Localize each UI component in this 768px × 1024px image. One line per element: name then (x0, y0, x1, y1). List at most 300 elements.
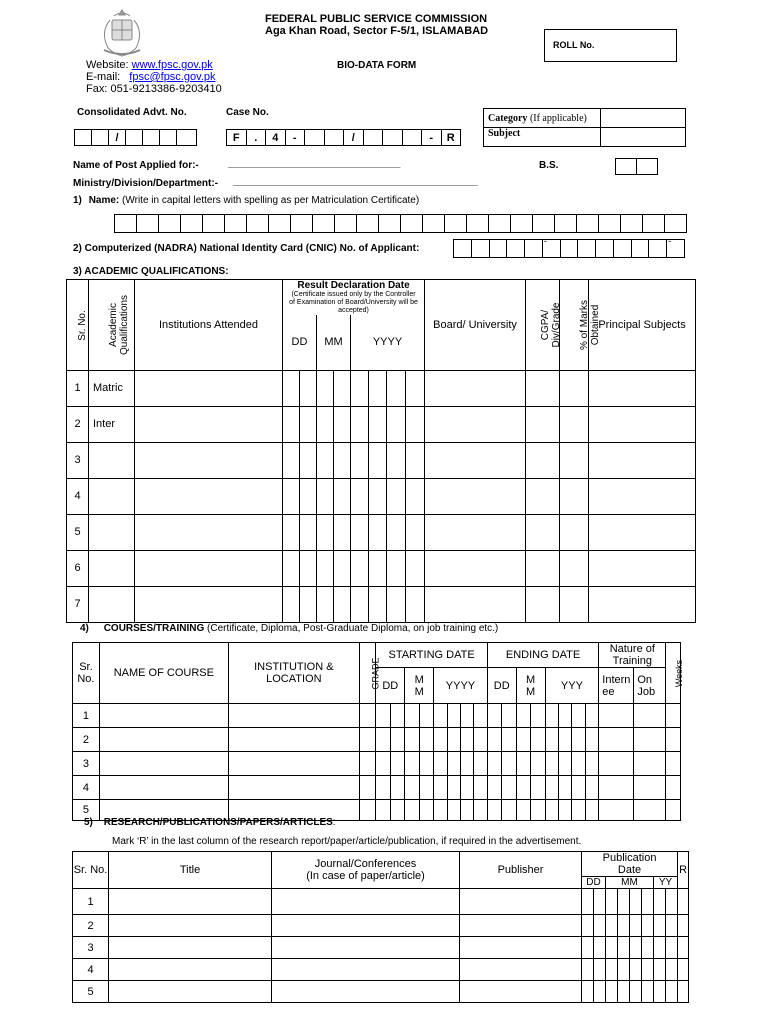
table-cell[interactable] (526, 550, 560, 586)
table-cell[interactable] (300, 478, 317, 514)
table-cell[interactable] (585, 800, 599, 821)
table-cell[interactable] (376, 728, 390, 752)
name-box-cell[interactable] (401, 215, 423, 232)
table-cell[interactable] (654, 981, 666, 1003)
table-cell[interactable] (606, 937, 618, 959)
table-cell[interactable] (558, 704, 571, 728)
table-cell[interactable] (390, 752, 404, 776)
name-box-cell[interactable] (159, 215, 181, 232)
table-cell[interactable] (272, 915, 460, 937)
cnic-boxes[interactable] (453, 236, 685, 258)
table-cell[interactable] (558, 800, 571, 821)
table-cell[interactable] (447, 776, 460, 800)
row-qualification[interactable] (89, 586, 135, 622)
table-cell[interactable] (526, 586, 560, 622)
table-cell[interactable] (545, 704, 558, 728)
name-box-cell[interactable] (379, 215, 401, 232)
name-box-cell[interactable] (225, 215, 247, 232)
table-cell[interactable] (502, 752, 516, 776)
table-cell[interactable] (654, 959, 666, 981)
table-cell[interactable] (666, 937, 678, 959)
table-cell[interactable] (369, 586, 387, 622)
row-qualification[interactable]: Matric (89, 370, 135, 406)
table-cell[interactable] (369, 370, 387, 406)
name-box-cell[interactable] (423, 215, 445, 232)
table-cell[interactable] (654, 915, 666, 937)
table-cell[interactable] (487, 704, 501, 728)
name-box-cell[interactable] (247, 215, 269, 232)
table-cell[interactable] (317, 370, 334, 406)
table-cell[interactable] (99, 704, 228, 728)
table-cell[interactable] (317, 550, 334, 586)
table-cell[interactable] (434, 704, 447, 728)
case-box-cell[interactable]: / (344, 130, 364, 145)
table-cell[interactable] (334, 514, 351, 550)
cnic-box-cell[interactable] (578, 240, 596, 257)
table-cell[interactable] (317, 514, 334, 550)
table-cell[interactable] (283, 586, 300, 622)
table-cell[interactable] (300, 442, 317, 478)
table-cell[interactable] (300, 586, 317, 622)
table-cell[interactable] (618, 959, 630, 981)
table-cell[interactable] (283, 514, 300, 550)
ministry-line[interactable]: ____________________________________________ (233, 176, 478, 187)
table-cell[interactable] (434, 728, 447, 752)
table-cell[interactable] (419, 800, 433, 821)
table-cell[interactable] (630, 937, 642, 959)
case-box-cell[interactable] (325, 130, 345, 145)
table-cell[interactable] (558, 776, 571, 800)
table-cell[interactable] (317, 442, 334, 478)
table-cell[interactable] (228, 776, 359, 800)
name-box-cell[interactable] (577, 215, 599, 232)
table-cell[interactable] (359, 704, 376, 728)
table-cell[interactable] (474, 776, 487, 800)
table-cell[interactable] (666, 752, 681, 776)
case-box-cell[interactable] (403, 130, 423, 145)
table-cell[interactable] (405, 728, 419, 752)
table-cell[interactable] (545, 752, 558, 776)
box-cell[interactable] (177, 130, 196, 145)
website-link[interactable]: www.fpsc.gov.pk (131, 59, 213, 71)
table-cell[interactable] (502, 728, 516, 752)
box-cell[interactable] (92, 130, 109, 145)
name-box-cell[interactable] (533, 215, 555, 232)
table-cell[interactable] (585, 776, 599, 800)
name-box-cell[interactable] (291, 215, 313, 232)
table-cell[interactable] (572, 800, 585, 821)
table-cell[interactable] (460, 752, 473, 776)
table-cell[interactable] (390, 704, 404, 728)
table-cell[interactable] (334, 550, 351, 586)
table-cell[interactable] (606, 889, 618, 915)
name-box-cell[interactable] (269, 215, 291, 232)
table-cell[interactable] (135, 550, 283, 586)
table-cell[interactable] (526, 514, 560, 550)
table-cell[interactable] (545, 800, 558, 821)
table-cell[interactable] (300, 406, 317, 442)
table-cell[interactable] (474, 728, 487, 752)
table-cell[interactable] (425, 586, 526, 622)
table-cell[interactable] (447, 704, 460, 728)
table-cell[interactable] (678, 915, 689, 937)
table-cell[interactable] (572, 752, 585, 776)
table-cell[interactable] (666, 776, 681, 800)
table-cell[interactable] (589, 442, 696, 478)
table-cell[interactable] (351, 514, 369, 550)
table-cell[interactable] (283, 550, 300, 586)
table-cell[interactable] (630, 981, 642, 1003)
table-cell[interactable] (516, 704, 530, 728)
table-cell[interactable] (634, 800, 666, 821)
table-cell[interactable] (425, 370, 526, 406)
name-box-cell[interactable] (643, 215, 665, 232)
table-cell[interactable] (572, 704, 585, 728)
table-cell[interactable] (589, 478, 696, 514)
table-cell[interactable] (678, 889, 689, 915)
table-cell[interactable] (359, 800, 376, 821)
table-cell[interactable] (502, 704, 516, 728)
table-cell[interactable] (599, 776, 634, 800)
table-cell[interactable] (582, 937, 594, 959)
table-cell[interactable] (589, 550, 696, 586)
row-qualification[interactable]: Inter (89, 406, 135, 442)
table-cell[interactable] (634, 728, 666, 752)
table-cell[interactable] (351, 442, 369, 478)
table-cell[interactable] (390, 776, 404, 800)
case-box-cell[interactable]: F (227, 130, 247, 145)
table-cell[interactable] (460, 889, 582, 915)
table-cell[interactable] (666, 728, 681, 752)
table-cell[interactable] (272, 937, 460, 959)
table-cell[interactable] (406, 514, 425, 550)
table-cell[interactable] (526, 478, 560, 514)
table-cell[interactable] (531, 728, 545, 752)
table-cell[interactable] (460, 704, 473, 728)
table-cell[interactable] (351, 478, 369, 514)
case-box-cell[interactable]: 4 (266, 130, 286, 145)
table-cell[interactable] (369, 406, 387, 442)
table-cell[interactable] (474, 704, 487, 728)
table-cell[interactable] (460, 728, 473, 752)
table-cell[interactable] (300, 370, 317, 406)
table-cell[interactable] (516, 752, 530, 776)
table-cell[interactable] (351, 406, 369, 442)
table-cell[interactable] (531, 776, 545, 800)
table-cell[interactable] (334, 478, 351, 514)
table-cell[interactable] (654, 937, 666, 959)
table-cell[interactable] (283, 406, 300, 442)
table-cell[interactable] (560, 478, 589, 514)
name-box-cell[interactable] (555, 215, 577, 232)
table-cell[interactable] (531, 704, 545, 728)
table-cell[interactable] (487, 752, 501, 776)
table-cell[interactable] (599, 752, 634, 776)
cnic-box-cell[interactable] (507, 240, 525, 257)
table-cell[interactable] (376, 704, 390, 728)
table-cell[interactable] (487, 728, 501, 752)
table-cell[interactable] (545, 728, 558, 752)
table-cell[interactable] (369, 550, 387, 586)
case-box-cell[interactable] (305, 130, 325, 145)
table-cell[interactable] (419, 776, 433, 800)
table-cell[interactable] (642, 889, 654, 915)
table-cell[interactable] (387, 514, 406, 550)
table-cell[interactable] (283, 370, 300, 406)
table-cell[interactable] (369, 478, 387, 514)
name-boxes[interactable] (114, 214, 687, 233)
table-cell[interactable] (630, 959, 642, 981)
cnic-box-cell[interactable] (596, 240, 614, 257)
table-cell[interactable] (334, 370, 351, 406)
table-cell[interactable] (387, 406, 406, 442)
table-cell[interactable] (135, 514, 283, 550)
case-box-cell[interactable]: R (446, 131, 455, 144)
case-no-boxes[interactable] (226, 129, 461, 146)
table-cell[interactable] (642, 981, 654, 1003)
category-input[interactable] (601, 109, 686, 128)
table-cell[interactable] (447, 800, 460, 821)
table-cell[interactable] (594, 959, 606, 981)
table-cell[interactable] (376, 776, 390, 800)
cnic-box-cell[interactable] (667, 236, 684, 257)
table-cell[interactable] (642, 937, 654, 959)
table-cell[interactable] (317, 478, 334, 514)
table-cell[interactable] (582, 981, 594, 1003)
table-cell[interactable] (460, 937, 582, 959)
row-qualification[interactable] (89, 550, 135, 586)
table-cell[interactable] (560, 586, 589, 622)
table-cell[interactable] (447, 728, 460, 752)
table-cell[interactable] (666, 800, 681, 821)
cnic-box-cell[interactable] (614, 240, 632, 257)
roll-no-box[interactable] (544, 29, 677, 62)
table-cell[interactable] (630, 889, 642, 915)
table-cell[interactable] (419, 704, 433, 728)
table-cell[interactable] (447, 752, 460, 776)
table-cell[interactable] (526, 370, 560, 406)
table-cell[interactable] (109, 959, 272, 981)
table-cell[interactable] (135, 370, 283, 406)
table-cell[interactable] (678, 981, 689, 1003)
table-cell[interactable] (678, 959, 689, 981)
table-cell[interactable] (359, 728, 376, 752)
table-cell[interactable] (560, 442, 589, 478)
table-cell[interactable] (419, 752, 433, 776)
cnic-box-cell[interactable] (632, 240, 650, 257)
table-cell[interactable] (300, 514, 317, 550)
table-cell[interactable] (351, 370, 369, 406)
table-cell[interactable] (135, 406, 283, 442)
table-cell[interactable] (317, 586, 334, 622)
table-cell[interactable] (487, 776, 501, 800)
table-cell[interactable] (317, 406, 334, 442)
table-cell[interactable] (406, 406, 425, 442)
table-cell[interactable] (109, 915, 272, 937)
table-cell[interactable] (599, 704, 634, 728)
cnic-box-cell[interactable] (561, 240, 579, 257)
advt-no-boxes[interactable] (74, 129, 197, 146)
table-cell[interactable] (582, 915, 594, 937)
table-cell[interactable] (585, 728, 599, 752)
table-cell[interactable] (502, 776, 516, 800)
table-cell[interactable] (634, 752, 666, 776)
table-cell[interactable] (387, 442, 406, 478)
table-cell[interactable] (516, 800, 530, 821)
table-cell[interactable] (228, 728, 359, 752)
name-box-cell[interactable] (621, 215, 643, 232)
table-cell[interactable] (460, 800, 473, 821)
table-cell[interactable] (666, 981, 678, 1003)
table-cell[interactable] (434, 752, 447, 776)
table-cell[interactable] (474, 800, 487, 821)
post-applied-line[interactable]: _______________________________ (228, 158, 401, 169)
name-box-cell[interactable] (115, 215, 137, 232)
table-cell[interactable] (606, 915, 618, 937)
table-cell[interactable] (387, 478, 406, 514)
name-box-cell[interactable] (665, 215, 686, 232)
table-cell[interactable] (526, 406, 560, 442)
table-cell[interactable] (531, 800, 545, 821)
cnic-box-cell[interactable] (454, 240, 472, 257)
table-cell[interactable] (425, 478, 526, 514)
table-cell[interactable] (572, 728, 585, 752)
box-cell[interactable] (143, 130, 160, 145)
table-cell[interactable] (516, 728, 530, 752)
table-cell[interactable] (599, 728, 634, 752)
table-cell[interactable] (425, 406, 526, 442)
table-cell[interactable] (135, 586, 283, 622)
table-cell[interactable] (376, 752, 390, 776)
case-box-cell[interactable]: - (286, 130, 306, 145)
name-box-cell[interactable] (203, 215, 225, 232)
table-cell[interactable] (678, 937, 689, 959)
table-cell[interactable] (272, 889, 460, 915)
table-cell[interactable] (582, 959, 594, 981)
table-cell[interactable] (283, 478, 300, 514)
box-cell[interactable] (75, 130, 92, 145)
subject-input[interactable] (601, 128, 686, 147)
table-cell[interactable] (376, 800, 390, 821)
case-box-cell[interactable] (383, 130, 403, 145)
table-cell[interactable] (618, 937, 630, 959)
table-cell[interactable] (572, 776, 585, 800)
table-cell[interactable] (109, 889, 272, 915)
table-cell[interactable] (585, 752, 599, 776)
name-box-cell[interactable] (357, 215, 379, 232)
table-cell[interactable] (460, 981, 582, 1003)
table-cell[interactable] (585, 704, 599, 728)
table-cell[interactable] (502, 800, 516, 821)
table-cell[interactable] (405, 704, 419, 728)
table-cell[interactable] (634, 704, 666, 728)
table-cell[interactable] (135, 442, 283, 478)
table-cell[interactable] (228, 704, 359, 728)
table-cell[interactable] (460, 776, 473, 800)
table-cell[interactable] (589, 586, 696, 622)
table-cell[interactable] (594, 889, 606, 915)
table-cell[interactable] (487, 800, 501, 821)
table-cell[interactable] (135, 478, 283, 514)
table-cell[interactable] (406, 586, 425, 622)
name-box-cell[interactable] (599, 215, 621, 232)
table-cell[interactable] (666, 959, 678, 981)
table-cell[interactable] (406, 442, 425, 478)
table-cell[interactable] (369, 514, 387, 550)
table-cell[interactable] (526, 442, 560, 478)
table-cell[interactable] (558, 752, 571, 776)
box-cell[interactable] (637, 159, 657, 174)
table-cell[interactable] (582, 889, 594, 915)
case-box-cell[interactable] (364, 130, 384, 145)
table-cell[interactable] (387, 370, 406, 406)
table-cell[interactable] (642, 959, 654, 981)
table-cell[interactable] (589, 406, 696, 442)
table-cell[interactable] (359, 776, 376, 800)
table-cell[interactable] (589, 370, 696, 406)
table-cell[interactable] (359, 752, 376, 776)
cnic-box-cell[interactable] (525, 240, 543, 257)
table-cell[interactable] (560, 514, 589, 550)
table-cell[interactable] (594, 981, 606, 1003)
table-cell[interactable] (460, 915, 582, 937)
table-cell[interactable] (387, 550, 406, 586)
row-qualification[interactable] (89, 514, 135, 550)
name-box-cell[interactable] (335, 215, 357, 232)
table-cell[interactable] (283, 442, 300, 478)
email-link[interactable]: fpsc@fpsc.gov.pk (129, 71, 216, 83)
name-box-cell[interactable] (445, 215, 467, 232)
table-cell[interactable] (109, 937, 272, 959)
cnic-box-cell[interactable] (543, 236, 561, 257)
case-box-cell[interactable]: - (422, 130, 442, 145)
table-cell[interactable] (99, 728, 228, 752)
row-qualification[interactable] (89, 442, 135, 478)
name-box-cell[interactable] (137, 215, 159, 232)
table-cell[interactable] (618, 915, 630, 937)
table-cell[interactable] (589, 514, 696, 550)
case-box-cell[interactable]: . (247, 130, 267, 145)
table-cell[interactable] (387, 586, 406, 622)
cnic-box-cell[interactable] (472, 240, 490, 257)
table-cell[interactable] (228, 752, 359, 776)
bs-boxes[interactable] (615, 158, 658, 175)
table-cell[interactable] (594, 915, 606, 937)
table-cell[interactable] (630, 915, 642, 937)
table-cell[interactable] (406, 478, 425, 514)
table-cell[interactable] (434, 800, 447, 821)
cnic-box-cell[interactable] (490, 240, 508, 257)
table-cell[interactable] (334, 586, 351, 622)
table-cell[interactable] (666, 704, 681, 728)
cnic-box-cell[interactable] (649, 240, 667, 257)
name-box-cell[interactable] (313, 215, 335, 232)
box-cell[interactable] (160, 130, 177, 145)
row-qualification[interactable] (89, 478, 135, 514)
box-cell[interactable] (126, 130, 143, 145)
table-cell[interactable] (531, 752, 545, 776)
box-cell[interactable]: / (109, 130, 126, 145)
table-cell[interactable] (599, 800, 634, 821)
table-cell[interactable] (419, 728, 433, 752)
table-cell[interactable] (618, 889, 630, 915)
name-box-cell[interactable] (181, 215, 203, 232)
table-cell[interactable] (99, 752, 228, 776)
table-cell[interactable] (642, 915, 654, 937)
table-cell[interactable] (99, 776, 228, 800)
table-cell[interactable] (560, 550, 589, 586)
table-cell[interactable] (434, 776, 447, 800)
